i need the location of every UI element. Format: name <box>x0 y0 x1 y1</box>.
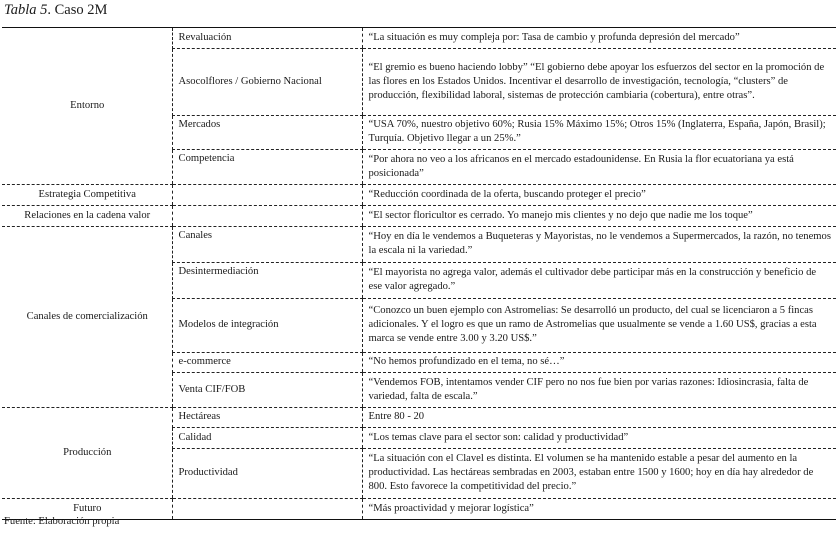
subcategory-cell: Modelos de integración <box>172 299 362 353</box>
table-row <box>2 499 836 520</box>
table-source-note: Fuente: Elaboración propia <box>4 516 120 527</box>
quote-cell: “No hemos profundizado en el tema, no sé…” <box>362 353 836 373</box>
subcategory-cell: Competencia <box>172 150 362 185</box>
table-row <box>2 408 836 428</box>
quote-cell: “El sector floricultor es cerrado. Yo manejo mis clientes y no dejo que nadie me los toque” <box>362 206 836 227</box>
subcategory-cell: e-commerce <box>172 353 362 373</box>
quote-cell: “Más proactividad y mejorar logística” <box>362 499 836 520</box>
category-cell: Estrategia Competitiva <box>2 185 172 206</box>
subcategory-cell: Mercados <box>172 116 362 150</box>
quote-cell: “Conozco un buen ejemplo con Astromelias: Se desarrolló un producto, del cual se licenciaron a 5 fincas adicionales. Y el logro es que un ramo de Astromelias que usualmente se vende a 1.60 US$, gracias a esta marca se vende entre 3.00 y 3.20 US$.” <box>362 299 836 353</box>
subcategory-cell: Asocolflores / Gobierno Nacional <box>172 49 362 116</box>
table-row <box>2 185 836 206</box>
subcategory-cell: Revaluación <box>172 28 362 49</box>
subcategory-cell <box>172 185 362 206</box>
table-row <box>2 206 836 227</box>
subcategory-cell: Canales <box>172 227 362 263</box>
category-cell: Entorno <box>2 28 172 185</box>
quote-cell: “El gremio es bueno haciendo lobby” “El gobierno debe apoyar los esfuerzos del sector en la promoción de las flores en los Estados Unidos. Incentivar el desarrollo de investigación, tecnología, “clusters” de producción, flexibilidad laboral, sistemas de protección cambiaria (cobertura), entre otras”. <box>362 49 836 116</box>
table-row <box>2 227 836 263</box>
caption-label: Tabla 5 <box>4 2 48 18</box>
caption-title: . Caso 2M <box>47 2 108 18</box>
table-row <box>2 28 836 49</box>
subcategory-cell <box>172 499 362 520</box>
subcategory-cell: Calidad <box>172 428 362 449</box>
case-table <box>2 27 836 520</box>
category-cell: Futuro <box>73 502 102 514</box>
quote-cell: “Hoy en día le vendemos a Buqueteras y Mayoristas, no le vendemos a Supermercados, la razón, no tenemos la escala ni la variedad.” <box>362 227 836 263</box>
category-cell: Relaciones en la cadena valor <box>2 206 172 227</box>
quote-cell: Entre 80 - 20 <box>362 408 836 428</box>
table-caption <box>4 2 107 19</box>
category-cell: Producción <box>2 408 172 499</box>
subcategory-cell: Venta CIF/FOB <box>172 373 362 408</box>
quote-cell: “La situación con el Clavel es distinta. El volumen se ha mantenido estable a pesar del aumento en la productividad. Las hectáreas sembradas en 2003, estaban entre 1500 y 1600; hoy en día hay alrededor de 800. Esto favorece la competitividad del precio.” <box>362 449 836 499</box>
quote-cell: “Vendemos FOB, intentamos vender CIF pero no nos fue bien por varias razones: Idiosincrasia, falta de variedad, falta de escala.” <box>362 373 836 408</box>
quote-cell: “La situación es muy compleja por: Tasa de cambio y profunda depresión del mercado” <box>362 28 836 49</box>
category-cell: Canales de comercialización <box>2 227 172 408</box>
subcategory-cell: Productividad <box>172 449 362 499</box>
quote-cell: “USA 70%, nuestro objetivo 60%; Rusia 15% Máximo 15%; Otros 15% (Inglaterra, España, Japón, Brasil); Turquía. Objetivo llegar a un 25%.” <box>362 116 836 150</box>
quote-cell: “Reducción coordinada de la oferta, buscando proteger el precio” <box>362 185 836 206</box>
quote-cell: “Los temas clave para el sector son: calidad y productividad” <box>362 428 836 449</box>
quote-cell: “El mayorista no agrega valor, además el cultivador debe participar más en la construcción y beneficio de ese valor agregado.” <box>362 263 836 299</box>
subcategory-cell <box>172 206 362 227</box>
quote-cell: “Por ahora no veo a los africanos en el mercado estadounidense. En Rusia la flor ecuatoriana ya está posicionada” <box>362 150 836 185</box>
subcategory-cell: Hectáreas <box>172 408 362 428</box>
subcategory-cell: Desintermediación <box>172 263 362 299</box>
